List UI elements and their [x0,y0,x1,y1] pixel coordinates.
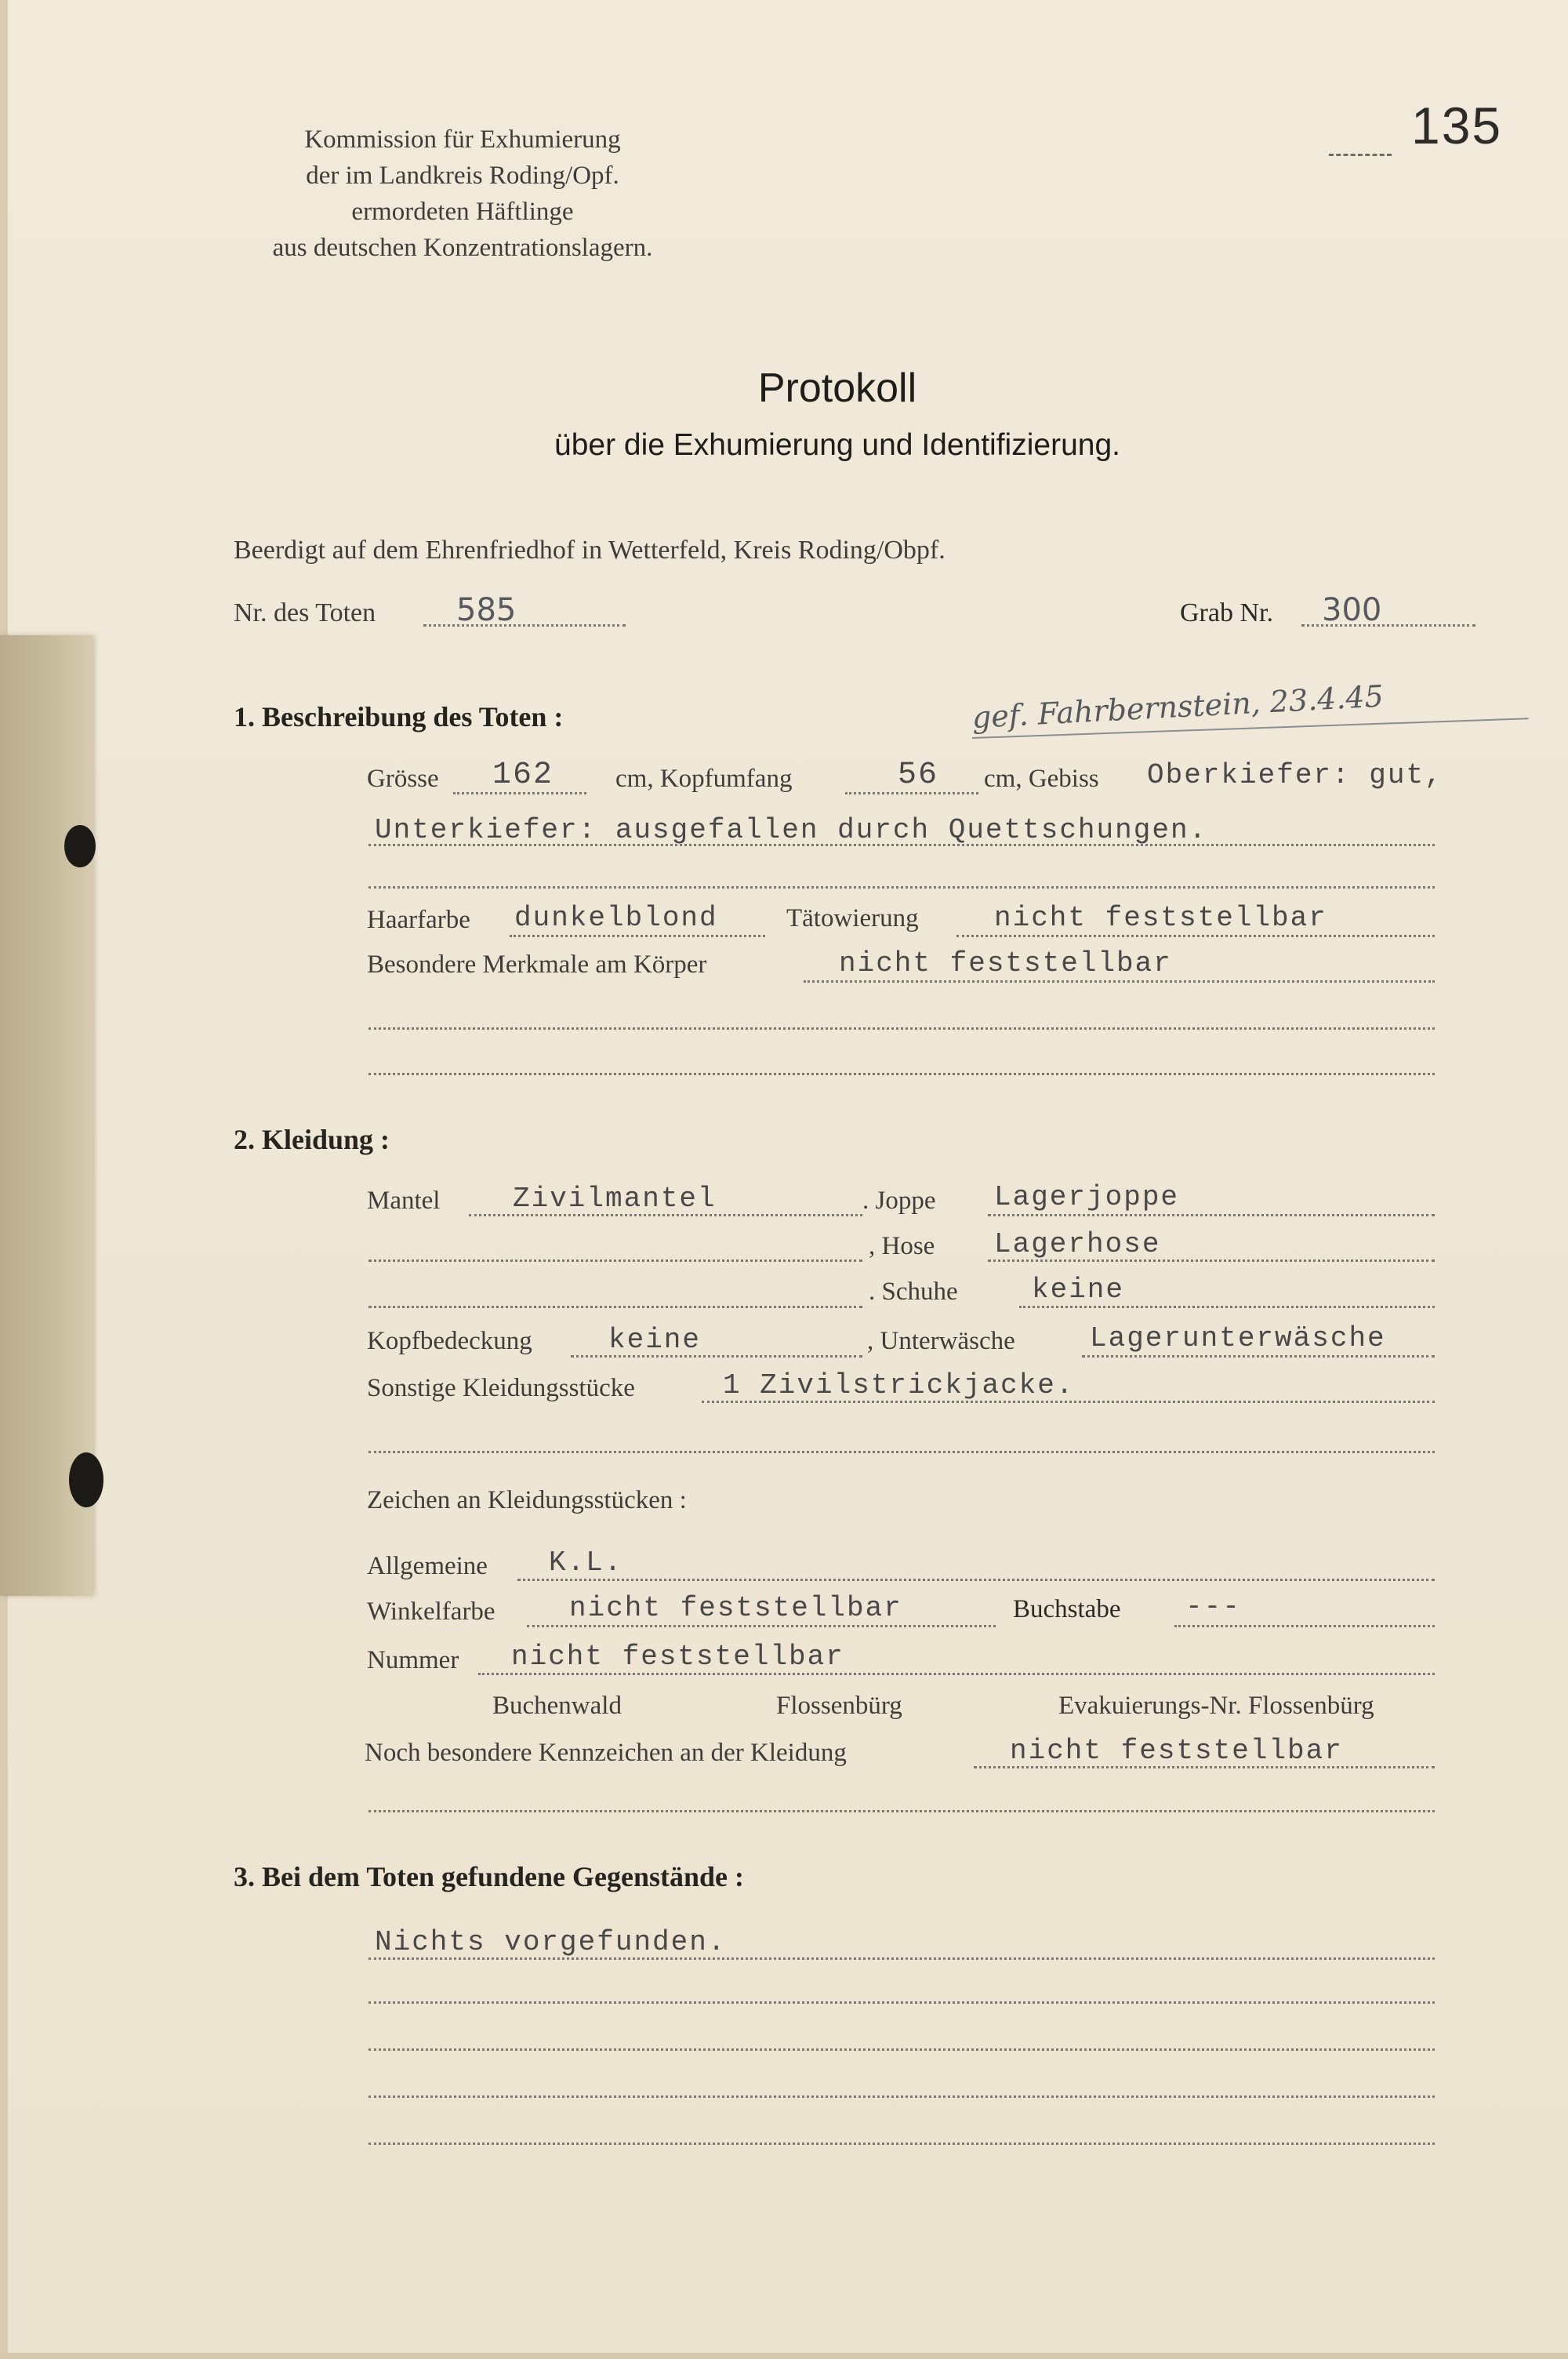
mantel-value: Zivilmantel [513,1183,717,1215]
taetowierung-value: nicht feststellbar [994,902,1327,934]
punch-hole-bottom [69,1452,103,1507]
buchstabe-line [1174,1625,1435,1627]
camp-flossenbuerg: Flossenbürg [776,1692,902,1720]
commission-line-3: ermordeten Häftlinge [351,198,574,226]
schuhe-label: . Schuhe [869,1278,958,1306]
nr-des-toten-line [423,624,626,627]
binding-strip [0,635,93,1596]
buchstabe-value: --- [1185,1590,1241,1623]
groesse-value: 162 [492,758,554,793]
nummer-value: nicht feststellbar [511,1641,844,1673]
burial-location: Beerdigt auf dem Ehrenfriedhof in Wetterfeld, Kreis Roding/Obpf. [234,536,946,565]
gebiss-cont-value: Unterkiefer: ausgefallen durch Quettschungen. [375,814,1208,846]
commission-header [235,122,690,266]
hose-blank-line [368,1259,862,1262]
sonstige-value: 1 Zivilstrickjacke. [723,1369,1075,1401]
section-1-heading: 1. Beschreibung des Toten : [234,701,564,732]
kopfbedeckung-label: Kopfbedeckung [367,1327,532,1355]
blank-line-1 [368,886,1435,889]
joppe-label: . Joppe [862,1187,936,1215]
merkmale-value: nicht feststellbar [839,947,1172,980]
section-2-heading: 2. Kleidung : [234,1124,390,1155]
gegenstaende-line-3 [368,2048,1435,2051]
noch-kennzeichen-label: Noch besondere Kennzeichen an der Kleidung [365,1739,847,1767]
haarfarbe-label: Haarfarbe [367,906,470,934]
winkelfarbe-label: Winkelfarbe [367,1598,495,1626]
haarfarbe-line [510,935,765,937]
evakuierungs-nr: Evakuierungs-Nr. Flossenbürg [1058,1692,1374,1720]
noch-kennzeichen-value: nicht feststellbar [1010,1735,1343,1767]
nummer-label: Nummer [367,1646,459,1674]
blank-line-3 [368,1073,1435,1075]
gegenstaende-line-5 [368,2143,1435,2145]
kopfbedeckung-value: keine [608,1324,702,1356]
nummer-line [478,1673,1435,1675]
haarfarbe-value: dunkelblond [514,902,718,934]
document-subtitle: über die Exhumierung und Identifizierung. [554,428,1120,462]
hose-value: Lagerhose [994,1228,1161,1260]
page-number-stamp: 135 [1411,96,1503,154]
merkmale-label: Besondere Merkmale am Körper [367,951,707,979]
blank-line-5 [368,1810,1435,1812]
handwritten-note: gef. Fahrbernstein, 23.4.45 [971,678,1385,735]
unterwaesche-value: Lagerunterwäsche [1090,1322,1386,1354]
commission-line-1: Kommission für Exhumierung [304,125,621,154]
taetowierung-label: Tätowierung [786,904,919,932]
allgemeine-line [517,1579,1435,1581]
sonstige-label: Sonstige Kleidungsstücke [367,1374,635,1402]
groesse-label: Grösse [367,765,439,793]
gebiss-value: Oberkiefer: gut, [1147,759,1443,791]
schuhe-value: keine [1032,1274,1125,1306]
document-title: Protokoll [757,365,917,411]
mantel-label: Mantel [367,1187,441,1215]
winkelfarbe-value: nicht feststellbar [569,1592,902,1624]
blank-line-4 [368,1451,1435,1453]
nr-des-toten-value: 585 [456,592,517,628]
merkmale-line [804,980,1435,983]
commission-line-4: aus deutschen Konzentrationslagern. [272,234,653,262]
blank-line-2 [368,1027,1435,1030]
nr-des-toten-label: Nr. des Toten [234,598,376,627]
gegenstaende-value: Nichts vorgefunden. [375,1926,727,1958]
kopfumfang-value: 56 [898,758,939,793]
gegenstaende-line-2 [368,2001,1435,2004]
commission-line-2: der im Landkreis Roding/Opf. [306,162,619,190]
page-bottom-edge [0,2353,1568,2359]
punch-hole-top [64,825,96,867]
zeichen-label: Zeichen an Kleidungsstücken : [367,1486,687,1514]
gegenstaende-line-4 [368,2095,1435,2098]
unterwaesche-line [1082,1355,1435,1358]
buchstabe-label: Buchstabe [1013,1595,1121,1623]
joppe-line [988,1214,1435,1216]
allgemeine-label: Allgemeine [367,1552,488,1580]
allgemeine-value: K.L. [549,1547,623,1579]
grab-nr-label: Grab Nr. [1180,598,1273,627]
hose-label: , Hose [869,1232,935,1260]
page-number-dash [1329,154,1392,156]
cm-gebiss-label: cm, Gebiss [984,765,1099,793]
taetowierung-line [956,935,1435,937]
schuhe-line [1019,1306,1435,1308]
section-3-heading: 3. Bei dem Toten gefundene Gegenstände : [234,1861,745,1892]
joppe-value: Lagerjoppe [994,1181,1180,1213]
unterwaesche-label: , Unterwäsche [867,1327,1015,1355]
camp-buchenwald: Buchenwald [492,1692,622,1720]
schuhe-blank-line [368,1306,862,1308]
cm-kopfumfang-label: cm, Kopfumfang [615,765,793,793]
grab-nr-value: 300 [1322,592,1382,628]
winkelfarbe-line [527,1625,996,1627]
